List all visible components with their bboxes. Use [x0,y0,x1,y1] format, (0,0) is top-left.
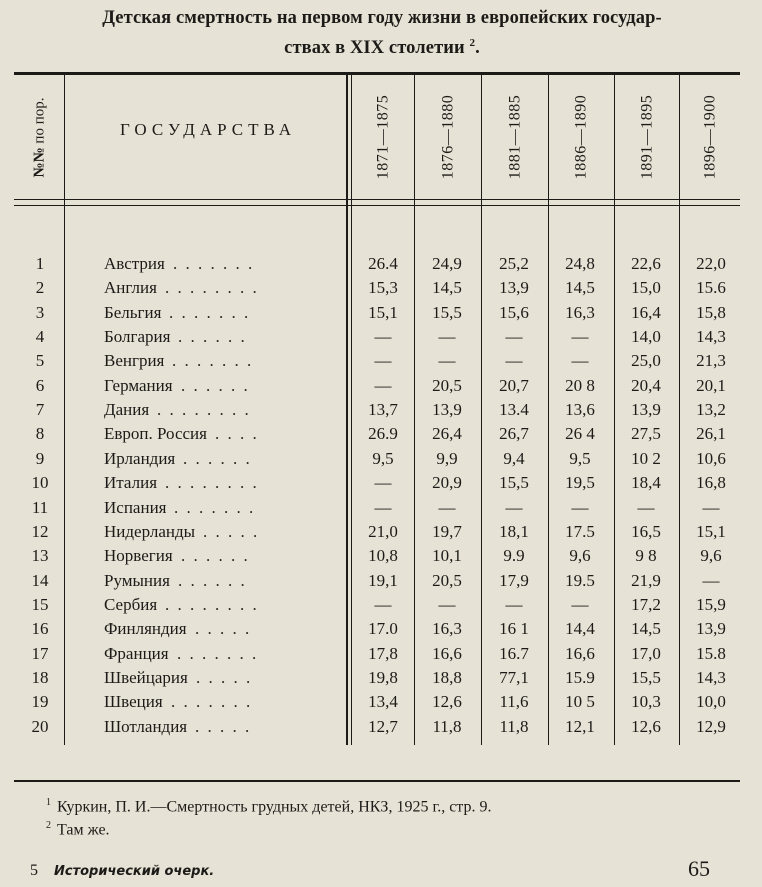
cell-value: 10,3 [631,692,661,712]
cell-value: 13,2 [696,400,726,420]
cell-value: — [374,594,392,614]
cell-value: 9,5 [569,448,591,468]
cell-value: 15.8 [696,643,726,663]
leader-dots: . . . . . . . [174,497,256,517]
cell-value: 15,5 [631,667,661,687]
cell-value: 10,1 [432,546,462,566]
cell-value: 13,9 [432,400,462,420]
cell-value: 16,3 [565,302,595,322]
cell-value: 13,9 [499,278,529,298]
row-number: 13 [31,546,49,566]
cell-value: 17,8 [368,643,398,663]
cell-value: 19,1 [368,570,398,590]
cell-value: 10 2 [631,448,661,468]
row-number: 6 [35,375,45,395]
cell-value: 9 8 [635,546,657,566]
cell-value: 20,1 [696,375,726,395]
cell-value: 13,6 [565,400,595,420]
footnote-rule [14,780,740,782]
header-year-5: 1891—1895 [638,94,655,180]
cell-value: 16 1 [499,619,529,639]
cell-value: 17,2 [631,594,661,614]
cell-value: 15,5 [432,302,462,322]
cell-value: 9.9 [503,546,525,566]
cell-value: 20,7 [499,375,529,395]
cell-value: 10,6 [696,448,726,468]
cell-value: 15.6 [696,278,726,298]
leader-dots: . . . . . . . . [165,278,259,298]
header-year-3: 1881—1885 [506,94,523,180]
table-row [0,666,762,690]
cell-value: 16.7 [499,643,529,663]
cell-value: 77,1 [499,667,529,687]
cell-value: 18,4 [631,473,661,493]
cell-value: 12,7 [368,716,398,736]
cell-value: 10 5 [565,692,595,712]
cell-value: 20 8 [565,375,595,395]
cell-value: 15,0 [631,278,661,298]
cell-value: 26,4 [432,424,462,444]
cell-value: 22,6 [631,254,661,273]
cell-value: — [438,594,456,614]
leader-dots: . . . . . . [178,327,247,347]
table-row [0,471,762,495]
state-name: Европ. Россия [104,424,207,444]
cell-value: 13.4 [499,400,529,420]
row-number: 16 [31,619,49,639]
cell-value: 16,4 [631,302,661,322]
cell-value: 14,5 [565,278,595,298]
cell-value: 9,6 [569,546,591,566]
cell-value: 26,7 [499,424,529,444]
table-top-rule [14,72,740,75]
row-number: 10 [31,473,49,493]
state-name: Австрия [104,254,165,273]
cell-value: — [702,570,720,590]
table-row [0,276,762,300]
signature-mark: 5 Исторический очерк. [30,862,215,879]
cell-value: 12,9 [696,716,726,736]
cell-value: 17.5 [565,521,595,541]
cell-value: 9,6 [700,546,722,566]
cell-value: 17,9 [499,570,529,590]
row-number: 4 [35,327,45,347]
leader-dots: . . . . . . . [171,692,253,712]
leader-dots: . . . . . [203,521,260,541]
cell-value: 14,4 [565,619,595,639]
row-number: 1 [35,254,45,273]
cell-value: — [438,351,456,371]
leader-dots: . . . . [215,424,259,444]
cell-value: 20,4 [631,375,661,395]
leader-dots: . . . . . . . [177,643,259,663]
row-number: 18 [31,667,49,687]
cell-value: — [505,594,523,614]
cell-value: 12,6 [432,692,462,712]
header-rule [14,199,740,200]
leader-dots: . . . . . . [181,546,250,566]
page-title [12,6,752,61]
footnote-1: $^1$ Куркин, П. И.—Смертность грудных детей, НКЗ, 1925 г., стр. 9. [46,797,492,816]
cell-value: — [374,497,392,517]
cell-value: 16,5 [631,521,661,541]
cell-value: 14,3 [696,667,726,687]
state-name: Франция [104,643,169,663]
cell-value: 19,5 [565,473,595,493]
cell-value: 17.0 [368,619,398,639]
cell-value: 15,1 [368,302,398,322]
cell-value: 20,5 [432,375,462,395]
table-row [0,617,762,641]
table-row [0,690,762,714]
state-name: Швейцария [104,667,188,687]
cell-value: 20,9 [432,473,462,493]
table-row [0,398,762,422]
leader-dots: . . . . . . . [172,351,254,371]
header-year-2: 1876—1880 [439,94,456,180]
cell-value: 19,7 [432,521,462,541]
table-row [0,496,762,520]
cell-value: 15,1 [696,521,726,541]
title-line-2: ствах в XIX столетии $^2$. [284,37,480,59]
cell-value: 24,9 [432,254,462,273]
state-name: Шотландия [104,716,188,736]
row-number: 3 [35,302,45,322]
leader-dots: . . . . . . [183,448,252,468]
cell-value: 12,6 [631,716,661,736]
state-name: Дания [104,400,150,420]
cell-value: 26.4 [368,254,398,273]
leader-dots: . . . . . . . . [165,473,259,493]
cell-value: 13,7 [368,400,398,420]
header-year-1: 1871—1875 [374,94,391,180]
cell-value: 16,8 [696,473,726,493]
state-name: Германия [104,375,173,395]
cell-value: 20,5 [432,570,462,590]
header-row-number-label: по пор. [31,97,48,147]
state-name: Италия [104,473,158,493]
cell-value: — [374,473,392,493]
row-number: 19 [31,692,49,712]
cell-value: 11,8 [432,716,462,736]
state-name: Ирландия [104,448,176,468]
cell-value: 26.9 [368,424,398,444]
cell-value: 26,1 [696,424,726,444]
cell-value: 14,3 [696,327,726,347]
cell-value: 9,4 [503,448,525,468]
table-row [0,544,762,568]
title-line-1: Детская смертность на первом году жизни в европейских государ- [102,8,662,28]
state-name: Швеция [104,692,163,712]
state-name: Испания [104,497,167,517]
leader-dots: . . . . . . . . [157,400,251,420]
cell-value: — [571,351,589,371]
cell-value: 21,9 [631,570,661,590]
table-row [0,422,762,446]
row-number: 2 [35,278,45,298]
cell-value: 13,9 [696,619,726,639]
header-row-number-mark: №№ [31,146,48,177]
cell-value: — [505,497,523,517]
cell-value: 16,3 [432,619,462,639]
table-row [0,520,762,544]
row-number: 8 [35,424,45,444]
state-name: Норвегия [104,546,173,566]
cell-value: 15,6 [499,302,529,322]
footnote-2: $^2$ Там же. [46,820,110,839]
cell-value: 15,9 [696,594,726,614]
state-name: Нидерланды [104,521,196,541]
cell-value: 19.5 [565,570,595,590]
state-name: Англия [104,278,157,298]
cell-value: 16,6 [565,643,595,663]
leader-dots: . . . . . [195,716,252,736]
cell-value: 16,6 [432,643,462,663]
cell-value: — [438,497,456,517]
table-row [0,593,762,617]
state-name: Болгария [104,327,171,347]
row-number: 9 [35,448,45,468]
cell-value: 22,0 [696,254,726,273]
cell-value: 15,5 [499,473,529,493]
cell-value: — [374,327,392,347]
page-number: 65 [688,856,710,881]
header-rule-second [14,205,740,206]
cell-value: — [571,497,589,517]
cell-value: 25,0 [631,351,661,371]
header-row-number [20,79,60,195]
cell-value: 10,8 [368,546,398,566]
leader-dots: . . . . . [195,619,252,639]
running-head: Исторический очерк. [54,864,215,879]
cell-value: 26 4 [565,424,595,444]
cell-value: — [505,351,523,371]
cell-value: 14,5 [631,619,661,639]
row-number: 12 [31,521,49,541]
row-number: 17 [31,643,49,663]
cell-value: 15,8 [696,302,726,322]
cell-value: 13,4 [368,692,398,712]
cell-value: 9,9 [436,448,458,468]
leader-dots: . . . . . . . . [165,594,259,614]
cell-value: — [505,327,523,347]
cell-value: 21,0 [368,521,398,541]
cell-value: 11,6 [499,692,529,712]
cell-value: 19,8 [368,667,398,687]
state-name: Финляндия [104,619,187,639]
row-number: 20 [31,716,49,736]
cell-value: — [374,375,392,395]
header-year-6: 1896—1900 [701,94,718,180]
title-footnote-mark: 2 [469,37,476,49]
cell-value: 13,9 [631,400,661,420]
cell-value: 11,8 [499,716,529,736]
cell-value: — [571,327,589,347]
table-row [0,252,762,276]
leader-dots: . . . . . . [181,375,250,395]
cell-value: 15.9 [565,667,595,687]
row-number: 14 [31,570,49,590]
cell-value: 21,3 [696,351,726,371]
cell-value: — [571,594,589,614]
row-number: 5 [35,351,45,371]
leader-dots: . . . . . . . [173,254,255,273]
table-row [0,374,762,398]
row-number: 7 [35,400,45,420]
cell-value: 12,1 [565,716,595,736]
header-year-4: 1886—1890 [572,94,590,180]
table-row [0,447,762,471]
cell-value: 14,0 [631,327,661,347]
header-states: ГОСУДАРСТВА [119,120,297,139]
leader-dots: . . . . . [196,667,253,687]
table-row [0,715,762,739]
cell-value: 10,0 [696,692,726,712]
cell-value: 27,5 [631,424,661,444]
cell-value: 25,2 [499,254,529,273]
cell-value: 9,5 [372,448,394,468]
table-row [0,642,762,666]
cell-value: — [438,327,456,347]
state-name: Румыния [104,570,170,590]
cell-value: 18,8 [432,667,462,687]
cell-value: — [702,497,720,517]
row-number: 15 [31,594,49,614]
leader-dots: . . . . . . [178,570,247,590]
table-row [0,301,762,325]
table-row [0,325,762,349]
state-name: Бельгия [104,302,162,322]
cell-value: — [374,351,392,371]
table-row [0,569,762,593]
cell-value: 17,0 [631,643,661,663]
table-row [0,349,762,373]
row-number: 11 [31,497,49,517]
cell-value: 18,1 [499,521,529,541]
cell-value: 15,3 [368,278,398,298]
state-name: Венгрия [104,351,165,371]
cell-value: 24,8 [565,254,595,273]
state-name: Сербия [104,594,158,614]
leader-dots: . . . . . . . [169,302,251,322]
cell-value: 14,5 [432,278,462,298]
cell-value: — [637,497,655,517]
